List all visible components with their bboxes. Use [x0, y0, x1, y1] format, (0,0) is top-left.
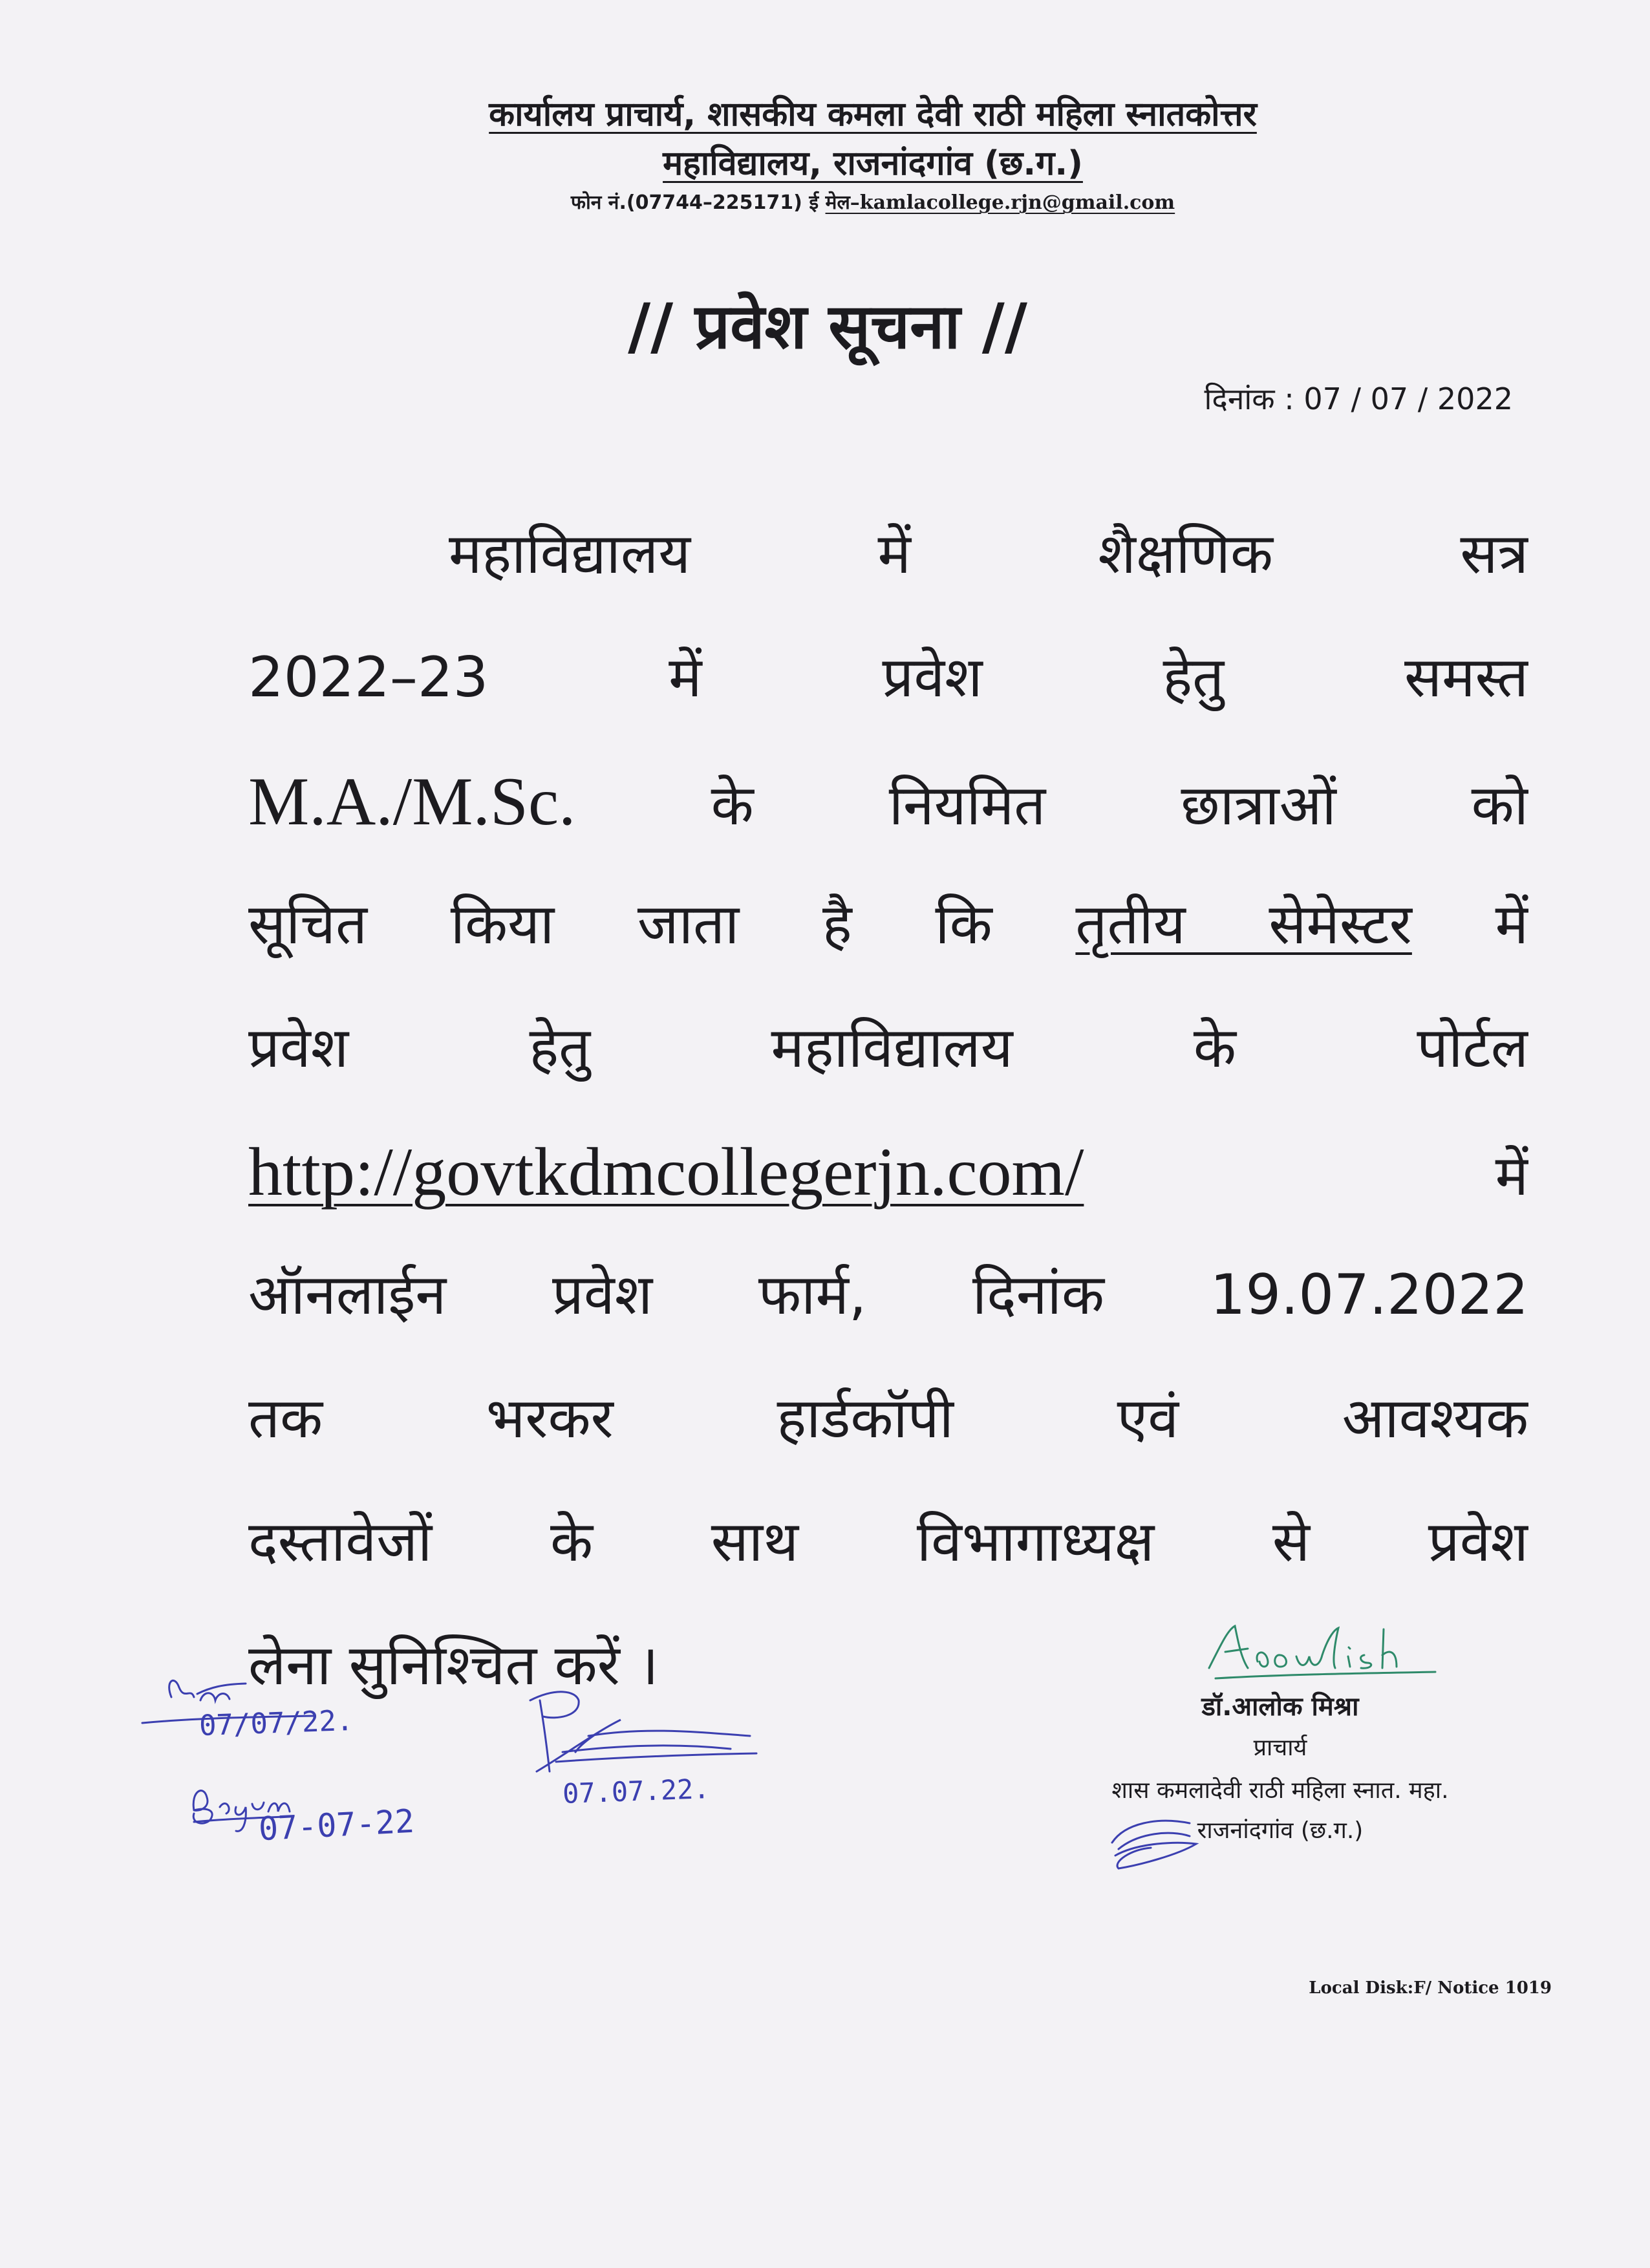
body-line-6-end: में — [1084, 1144, 1528, 1208]
staff-signature-3-date: 07.07.22. — [562, 1773, 711, 1810]
body-line-7: ऑनलाईन प्रवेश फार्म, दिनांक 19.07.2022 — [248, 1263, 1528, 1327]
body-line-3-rest: के नियमित छात्राओं को — [575, 773, 1528, 838]
email-address: मेल–kamlacollege.rjn@gmail.com — [825, 191, 1175, 214]
office-heading: कार्यालय प्राचार्य, शासकीय कमला देवी राठी महिला स्नातकोत्तर — [489, 95, 1257, 134]
body-line-9: दस्तावेजों के साथ विभागाध्यक्ष से प्रवेश — [248, 1510, 1528, 1574]
body-line-10: लेना सुनिश्चित करें । — [248, 1633, 659, 1698]
body-line-4-start: सूचित किया जाता है कि — [248, 892, 1076, 957]
body-line-6 — [248, 1110, 1528, 1234]
college-name: महाविद्यालय, राजनांदगांव (छ.ग.) — [663, 144, 1083, 183]
portal-link[interactable]: http://govtkdmcollegerjn.com/ — [248, 1134, 1084, 1210]
semester-highlight: तृतीय सेमेस्टर — [1075, 892, 1412, 957]
notice-title: // प्रवेश सूचना // — [628, 290, 1027, 363]
principal-signature — [1203, 1616, 1461, 1687]
course-names: M.A./M.Sc. — [248, 764, 576, 839]
file-reference: Local Disk:F/ Notice 1019 — [1309, 1978, 1552, 1998]
body-line-4 — [248, 863, 1528, 987]
body-line-8: तक भरकर हार्डकॉपी एवं आवश्यक — [248, 1386, 1528, 1451]
contact-line — [401, 189, 1345, 217]
signatory-institution: शास कमलादेवी राठी महिला स्नात. महा. — [1111, 1777, 1449, 1804]
signatory-name: डॉ.आलोक मिश्रा — [1201, 1692, 1359, 1722]
notice-date: दिनांक : 07 / 07 / 2022 — [1204, 381, 1513, 416]
signatory-place: राजनांदगांव (छ.ग.) — [1197, 1817, 1364, 1844]
staff-signature-1-date: 07/07/22. — [198, 1704, 354, 1743]
initials-scribble — [1099, 1804, 1203, 1875]
phone-number: फोन नं.(07744–225171) ई — [570, 191, 819, 214]
body-line-1: महाविद्यालय में शैक्षणिक सत्र — [449, 522, 1528, 586]
signatory-role: प्राचार्य — [1253, 1735, 1307, 1761]
staff-signature-2-date: 07-07-22 — [257, 1802, 416, 1848]
body-line-3 — [248, 740, 1528, 863]
body-line-4-end: में — [1411, 892, 1528, 957]
body-line-5: प्रवेश हेतु महाविद्यालय के पोर्टल — [248, 1016, 1528, 1080]
body-line-2: 2022–23 में प्रवेश हेतु समस्त — [248, 645, 1528, 710]
notice-body — [248, 493, 1528, 1728]
